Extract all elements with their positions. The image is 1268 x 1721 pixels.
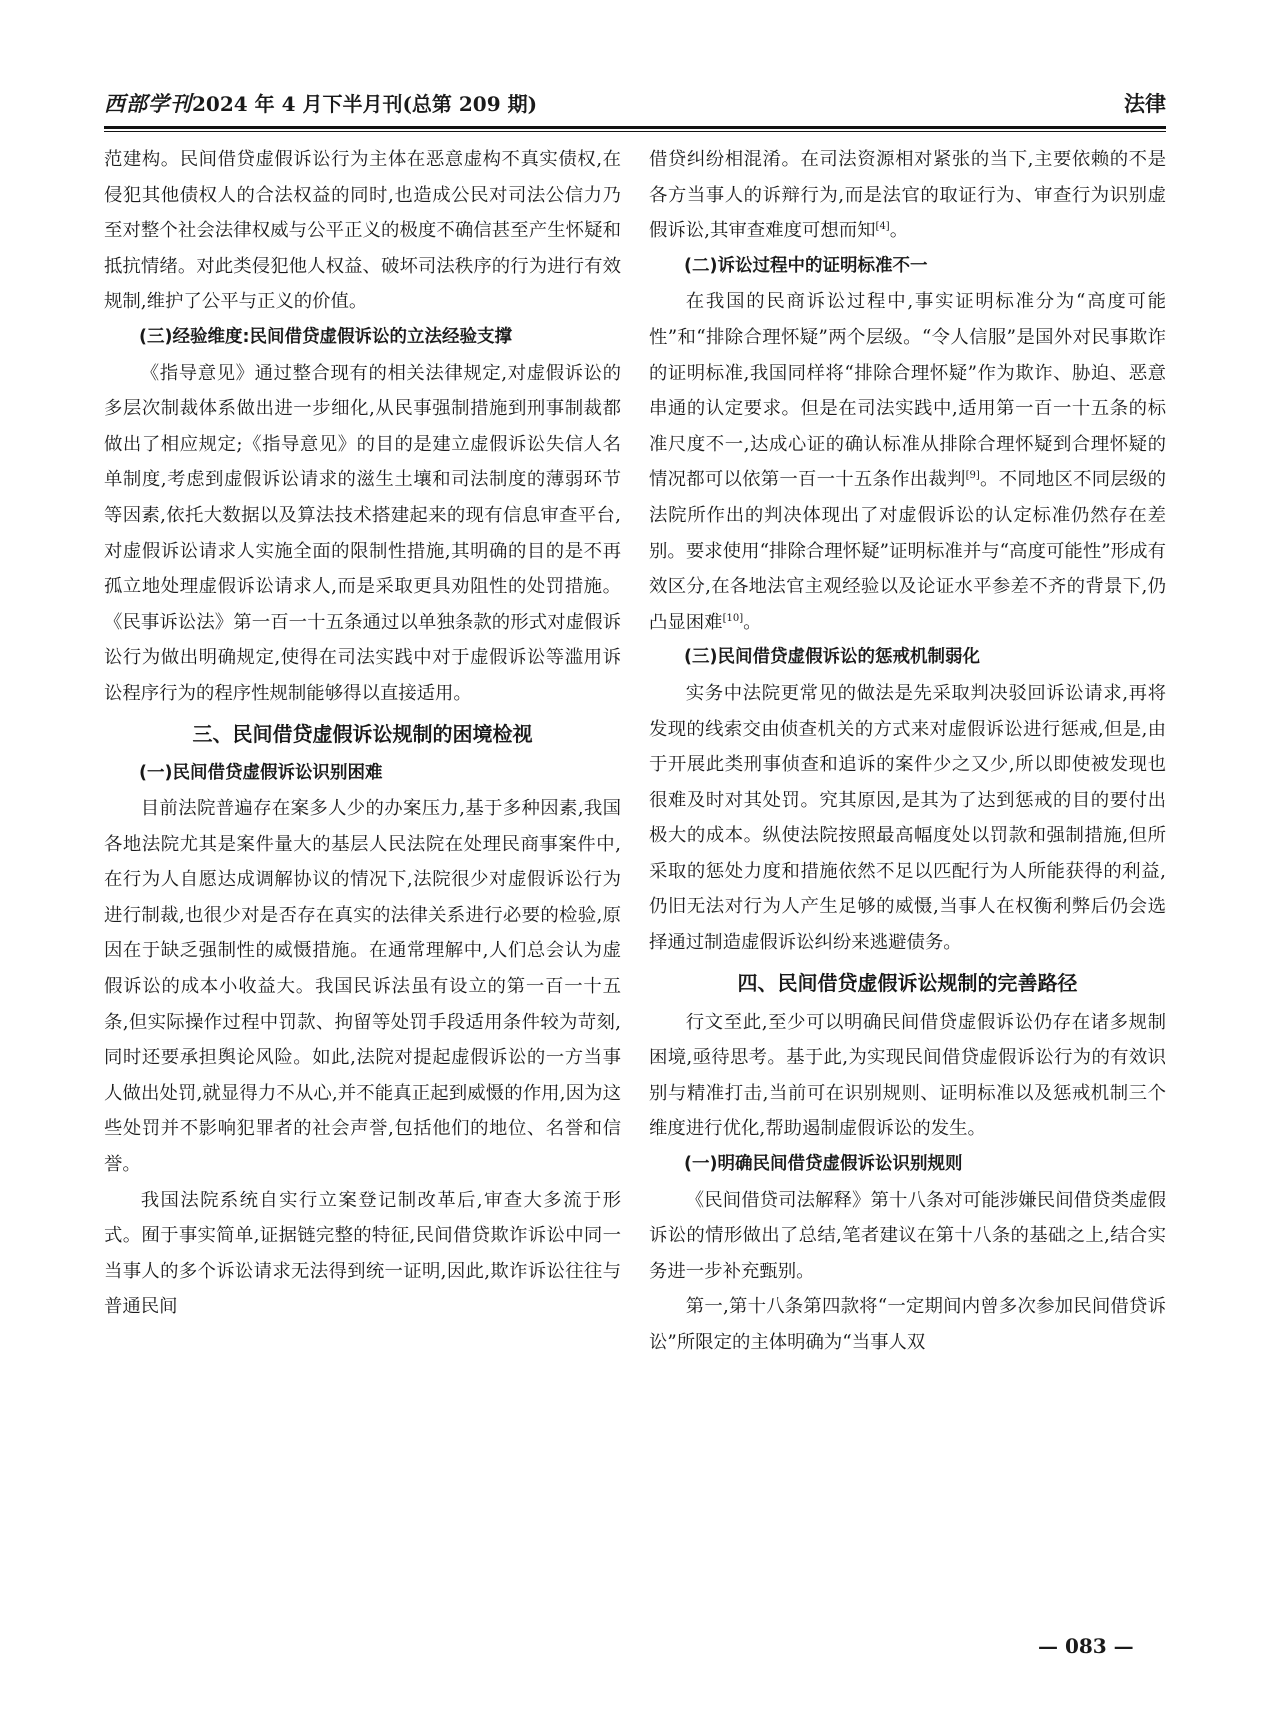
header-rule [104, 126, 1166, 129]
left-column [104, 142, 621, 1325]
paragraph: 范建构。民间借贷虚假诉讼行为主体在恶意虚构不真实债权,在侵犯其他债权人的合法权益的同时,也造成公民对司法公信力乃至对整个社会法律权威与公平正义的极度不确信甚至产生怀疑和抵抗情绪。对此类侵犯他人权益、破坏司法秩序的行为进行有效规制,维护了公平与正义的价值。 [104, 149, 621, 313]
paragraph: 我国法院系统自实行立案登记制改革后,审查大多流于形式。囿于事实简单,证据链完整的特征,民间借贷欺诈诉讼中同一当事人的多个诉讼请求无法得到统一证明,因此,欺诈诉讼往往与普通民间 [104, 1189, 621, 1318]
paragraph: 借贷纠纷相混淆。在司法资源相对紧张的当下,主要依赖的不是各方当事人的诉辩行为,而是法官的取证行为、审查行为识别虚假诉讼,其审查难度可想而知[4]。 [649, 149, 1166, 242]
paragraph: 第一,第十八条第四款将“一定期间内曾多次参加民间借贷诉讼”所限定的主体明确为“当事人双 [649, 1296, 1166, 1353]
right-column [649, 142, 1166, 1361]
paragraph: 行文至此,至少可以明确民间借贷虚假诉讼仍存在诸多规制困境,亟待思考。基于此,为实现民间借贷虚假诉讼行为的有效识别与精准打击,当前可在识别规则、证明标准以及惩戒机制三个维度进行优化,帮助遏制虚假诉讼的发生。 [649, 1011, 1166, 1140]
citation-ref: [9] [965, 470, 980, 482]
citation-ref: [4] [875, 221, 890, 233]
subsection-heading: (二)诉讼过程中的证明标准不一 [684, 255, 928, 276]
section-title: 法律 [1124, 92, 1166, 116]
citation-ref: [10] [722, 612, 744, 624]
page-number: — 083 — [1038, 1634, 1134, 1658]
subsection-heading: (一)民间借贷虚假诉讼识别困难 [139, 762, 383, 783]
subsection-heading: (三)民间借贷虚假诉讼的惩戒机制弱化 [684, 647, 980, 668]
section-heading: 四、民间借贷虚假诉讼规制的完善路径 [737, 970, 1078, 995]
paragraph: 《指导意见》通过整合现有的相关法律规定,对虚假诉讼的多层次制裁体系做出进一步细化,从民事强制措施到刑事制裁都做出了相应规定;《指导意见》的目的是建立虚假诉讼失信人名单制度,考虑到虚假诉讼请求的滋生土壤和司法制度的薄弱环节等因素,依托大数据以及算法技术搭建起来的现有信息审查平台,对虚假诉讼请求人实施全面的限制性措施,其明确的目的是不再孤立地处理虚假诉讼请求人,而是采取更具劝阻性的处罚措施。《民事诉讼法》第一百一十五条通过以单独条款的形式对虚假诉讼行为做出明确规定,使得在司法实践中对于虚假诉讼等滥用诉讼程序行为的程序性规制能够得以直接适用。 [104, 362, 621, 704]
journal-logo: 西部学刊 [104, 91, 192, 116]
paragraph: 《民间借贷司法解释》第十八条对可能涉嫌民间借贷类虚假诉讼的情形做出了总结,笔者建议在第十八条的基础之上,结合实务进一步补充甄别。 [649, 1189, 1166, 1282]
page-header [104, 88, 1166, 124]
paragraph: 目前法院普遍存在案多人少的办案压力,基于多种因素,我国各地法院尤其是案件量大的基层人民法院在处理民商事案件中,在行为人自愿达成调解协议的情况下,法院很少对虚假诉讼行为进行制裁,也很少对是否存在真实的法律关系进行必要的检验,原因在于缺乏强制性的威慑措施。在通常理解中,人们总会认为虚假诉讼的成本小收益大。我国民诉法虽有设立的第一百一十五条,但实际操作过程中罚款、拘留等处罚手段适用条件较为苛刻,同时还要承担舆论风险。如此,法院对提起虚假诉讼的一方当事人做出处罚,就显得力不从心,并不能真正起到威慑的作用,因为这些处罚并不影响犯罪者的社会声誉,包括他们的地位、名誉和信誉。 [104, 798, 621, 1176]
issue-info: 2024 年 4 月下半月刊(总第 209 期) [192, 92, 538, 116]
journal-masthead [104, 88, 537, 118]
paragraph: 在我国的民商诉讼过程中,事实证明标准分为“高度可能性”和“排除合理怀疑”两个层级。“令人信服”是国外对民事欺诈的证明标准,我国同样将“排除合理怀疑”作为欺诈、胁迫、恶意串通的认定要求。但是在司法实践中,适用第一百一十五条的标准尺度不一,达成心证的确认标准从排除合理怀疑到合理怀疑的情况都可以依第一百一十五条作出裁判[9]。不同地区不同层级的法院所作出的判决体现出了对虚假诉讼的认定标准仍然存在差别。要求使用“排除合理怀疑”证明标准并与“高度可能性”形成有效区分,在各地法官主观经验以及论证水平参差不齐的背景下,仍凸显困难[10]。 [649, 291, 1166, 633]
paragraph: 实务中法院更常见的做法是先采取判决驳回诉讼请求,再将发现的线索交由侦查机关的方式来对虚假诉讼进行惩戒,但是,由于开展此类刑事侦查和追诉的案件少之又少,所以即使被发现也很难及时对其处罚。究其原因,是其为了达到惩戒的目的要付出极大的成本。纵使法院按照最高幅度处以罚款和强制措施,但所采取的惩处力度和措施依然不足以匹配行为人所能获得的利益,仍旧无法对行为人产生足够的威慑,当事人在权衡利弊后仍会选择通过制造虚假诉讼纠纷来逃避债务。 [649, 682, 1166, 954]
subsection-heading: (三)经验维度:民间借贷虚假诉讼的立法经验支撑 [139, 326, 512, 347]
header-rule-thin [104, 131, 1166, 132]
section-heading: 三、民间借贷虚假诉讼规制的困境检视 [192, 721, 533, 746]
subsection-heading: (一)明确民间借贷虚假诉讼识别规则 [684, 1154, 963, 1175]
